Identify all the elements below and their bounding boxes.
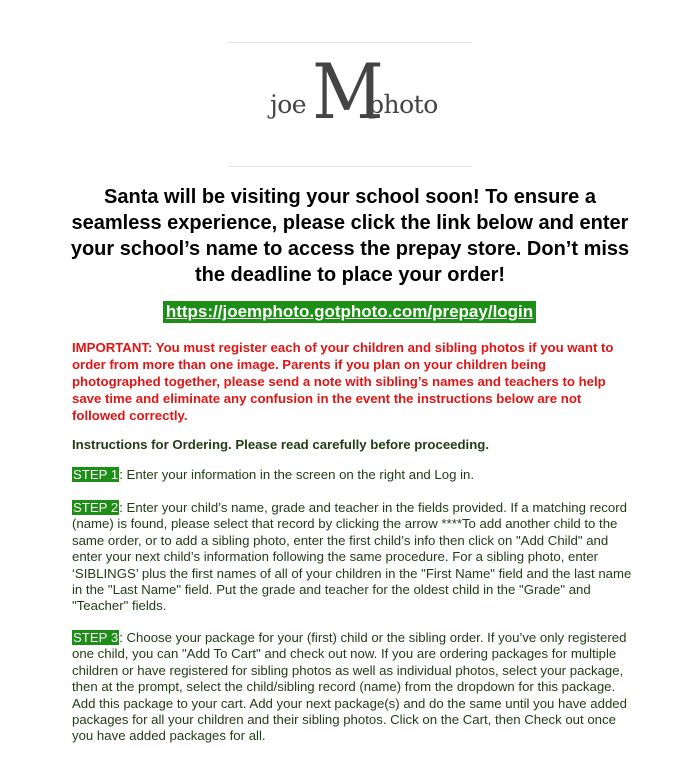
step-3-badge: STEP 3	[73, 630, 119, 645]
link-row	[0, 301, 699, 323]
prepay-login-link[interactable]: https://joemphoto.gotphoto.com/prepay/login	[163, 301, 536, 323]
logo-divider-bottom	[228, 166, 472, 167]
headline: Santa will be visiting your school soon! To ensure a seamless experience, please click the link below and enter your school’s name to access the prepay store. Don’t miss the deadline to place your order!	[70, 186, 630, 286]
logo-divider-top	[228, 42, 472, 43]
brand-logo	[228, 42, 472, 168]
step-3	[72, 630, 632, 745]
logo-m-letter: M	[312, 47, 384, 136]
step-1-text: : Enter your information in the screen on the right and Log in.	[119, 467, 475, 482]
instructions-title: Instructions for Ordering. Please read carefully before proceeding.	[72, 437, 489, 452]
step-1-badge: STEP 1	[73, 467, 119, 482]
important-note: IMPORTANT: You must register each of your children and sibling photos if you want to order from more than one image. Parents if you plan on your children being photographed together, please send a note with sibling’s names and teachers to help save time and eliminate any confusion in the event the instructions below are not followed correctly.	[72, 340, 614, 423]
step-2-badge: STEP 2	[73, 500, 119, 515]
step-2-text: : Enter your child’s name, grade and teacher in the fields provided. If a matching record (name) is found, please select that record by clicking the arrow ****To add another child to the same order, or to add a sibling photo, enter the first child’s info then click on "Add Child" and enter your next child’s information following the same procedure. For a sibling photo, enter ‘SIBLINGS’ plus the first names of all of your children in the "First Name" field and the last name in the "Last Name" field. Put the grade and teacher for the oldest child in the "Grade" and "Teacher" fields.	[72, 500, 632, 614]
step-3-text: : Choose your package for your (first) child or the sibling order. If you’ve only registered one child, you can "Add To Cart" and check out now. If you are ordering packages for multiple children or have registered for sibling photos as well as individual photos, select your package, then at the prompt, select the child/sibling record (name) from the dropdown for this package. Add this package to your cart. Add your next package(s) and do the same until you have added packages for all your children and their sibling photos. Click on the Cart, then Check out once you have added packages for all.	[72, 630, 627, 744]
logo-photo-text: photo	[368, 90, 438, 119]
step-2	[72, 500, 632, 615]
logo-joe-text: joe	[270, 90, 307, 119]
step-1	[72, 467, 632, 483]
